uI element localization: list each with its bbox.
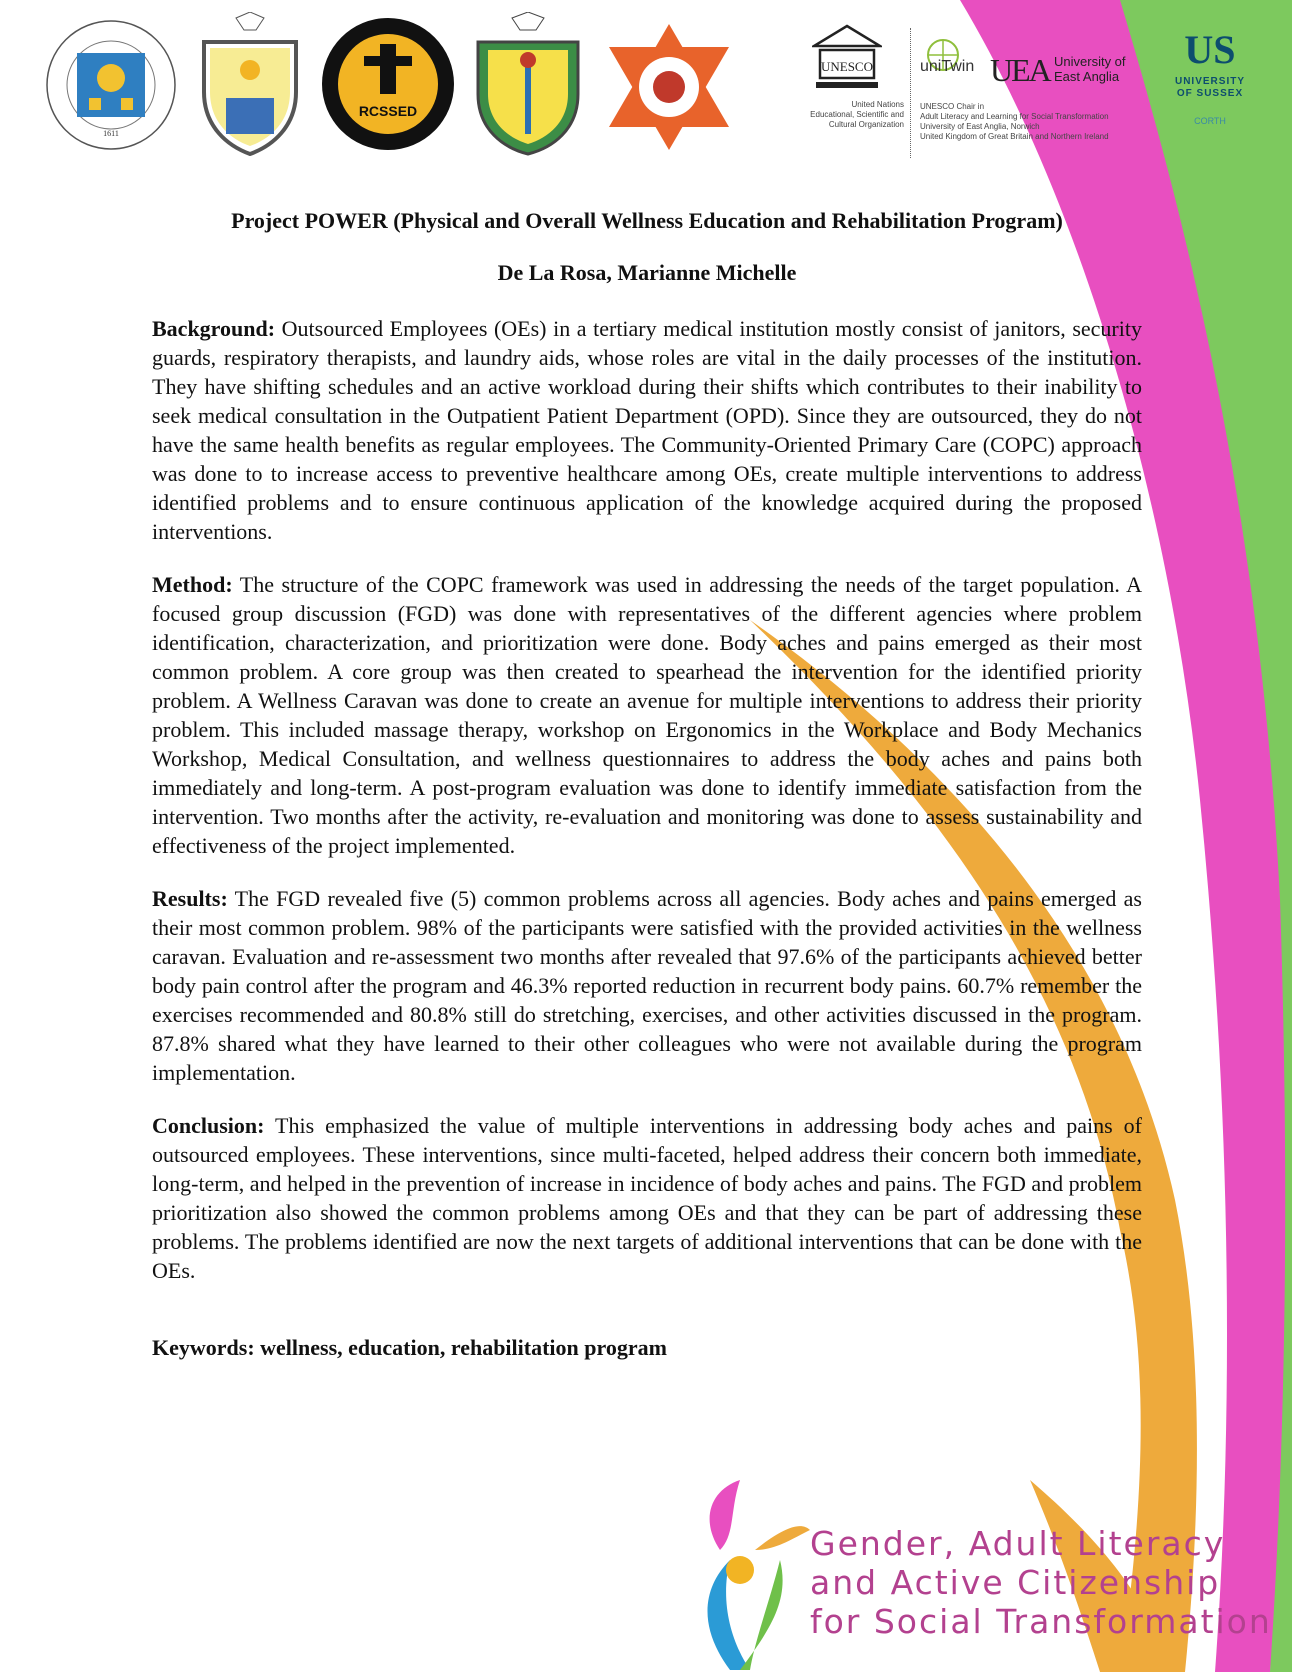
figure-leaf-icon — [660, 1480, 810, 1672]
method-text: The structure of the COPC framework was used in addressing the needs of the target population. A focused group discussion (FGD) was done with representatives of the different agencies where problem identification, characterization, and prioritization were done. Body aches and pains emerged as their most common problem. A core group was then created to spearhead the intervention for the identified priority problem. A Wellness Caravan was done to create an avenue for multiple interventions to address their priority problem. This included massage therapy, workshop on Ergonomics in the Workplace and Body Mechanics Workshop, Medical Consultation, and wellness questionnaires to address the body aches and pains both immediately and long-term. A post-program evaluation was done to identify immediate satisfaction from the intervention. Two months after the activity, re-evaluation and monitoring was done to assess sustainability and effectiveness of the project implemented. — [152, 572, 1142, 858]
background-text: Outsourced Employees (OEs) in a tertiary medical institution mostly consist of janitors, security guards, respiratory therapists, and laundry aids, whose roles are vital in the daily processes of the institution. They have shifting schedules and an active workload during their shifts which contributes to their inability to seek medical consultation in the Outpatient Patient Department (OPD). Since they are outsourced, they do not have the same health benefits as regular employees. The Community-Oriented Primary Care (COPC) approach was done to to increase access to preventive healthcare among OEs, create multiple interventions to address identified problems and to ensure continuous application of the knowledge acquired during the proposed interventions. — [152, 316, 1142, 544]
method-section — [152, 570, 1142, 860]
results-heading: Results: — [152, 886, 228, 911]
rcssed-logo — [320, 16, 456, 152]
header-logos — [0, 0, 1292, 190]
background-section — [152, 314, 1142, 546]
ust-seal-logo — [44, 18, 178, 152]
conclusion-text: This emphasized the value of multiple interventions in addressing body aches and pains of outsourced employees. These interventions, since multi-faceted, helped address their concern both immediate, long-term, and helped in the prevention of increase in incidence of body aches and pains. The FGD and problem prioritization also showed the common problems among OEs and that they can be part of addressing these problems. The problems identified are now the next targets of additional interventions that can be done with the OEs. — [152, 1113, 1142, 1283]
method-heading: Method: — [152, 572, 233, 597]
svg-text:1611: 1611 — [103, 129, 119, 138]
results-text: The FGD revealed five (5) common problems across all agencies. Body aches and pains emerged as their most common problem. 98% of the participants were satisfied with the provided activities in the wellness caravan. Evaluation and re-assessment two months after revealed that 97.6% of the participants achieved better body pain control after the program and 46.3% reported reduction in recurrent body pains. 60.7% remember the exercises recommended and 80.8% still do stretching, exercises, and other activities discussed in the program. 87.8% shared what they have learned to their other colleagues who were not available during the program implementation. — [152, 886, 1142, 1085]
keywords: Keywords: wellness, education, rehabilitation program — [152, 1335, 667, 1360]
medicine-shield-logo — [468, 12, 588, 156]
unesco-caption: United Nations Educational, Scientific and Cultural Organization — [810, 100, 904, 129]
footer-line-1: Gender, Adult Literacy — [810, 1524, 1226, 1563]
abstract-body — [152, 206, 1142, 1362]
college-shield-logo — [196, 12, 304, 156]
uea-logo — [990, 52, 1140, 92]
unitwin-name: uniTwin — [920, 58, 975, 75]
results-section — [152, 884, 1142, 1087]
svg-text:UNESCO: UNESCO — [820, 59, 874, 74]
conclusion-heading: Conclusion: — [152, 1113, 265, 1138]
svg-text:RCSSED: RCSSED — [358, 103, 418, 119]
unesco-logo — [784, 24, 914, 154]
document-title: Project POWER (Physical and Overall Wellness Education and Rehabilitation Program) — [231, 208, 1063, 233]
uea-name: University of East Anglia — [1054, 54, 1126, 84]
sussex-mark: US — [1184, 27, 1236, 72]
background-heading: Background: — [152, 316, 276, 341]
footer-line-2: and Active Citizenship — [810, 1563, 1221, 1602]
document-author: De La Rosa, Marianne Michelle — [497, 260, 797, 285]
sussex-logo — [1160, 27, 1260, 140]
footer-project-name — [810, 1524, 1272, 1641]
footer-project-logo — [660, 1480, 1292, 1672]
footer-line-3: for Social Transformation — [810, 1602, 1272, 1641]
sussex-name: UNIVERSITY OF SUSSEX — [1174, 76, 1245, 99]
unitwin-caption: UNESCO Chair in Adult Literacy and Learning for Social Transformation University of East Anglia, Norwich United Kingdom of Great Britain and Northern Ireland — [920, 102, 1109, 141]
uea-mark: UEA — [990, 52, 1050, 88]
sussex-sub: CORTH — [1194, 116, 1226, 126]
unesco-temple-icon — [812, 24, 882, 92]
nepal-university-logo — [604, 22, 734, 152]
conclusion-section — [152, 1111, 1142, 1285]
logo-divider — [910, 28, 911, 158]
